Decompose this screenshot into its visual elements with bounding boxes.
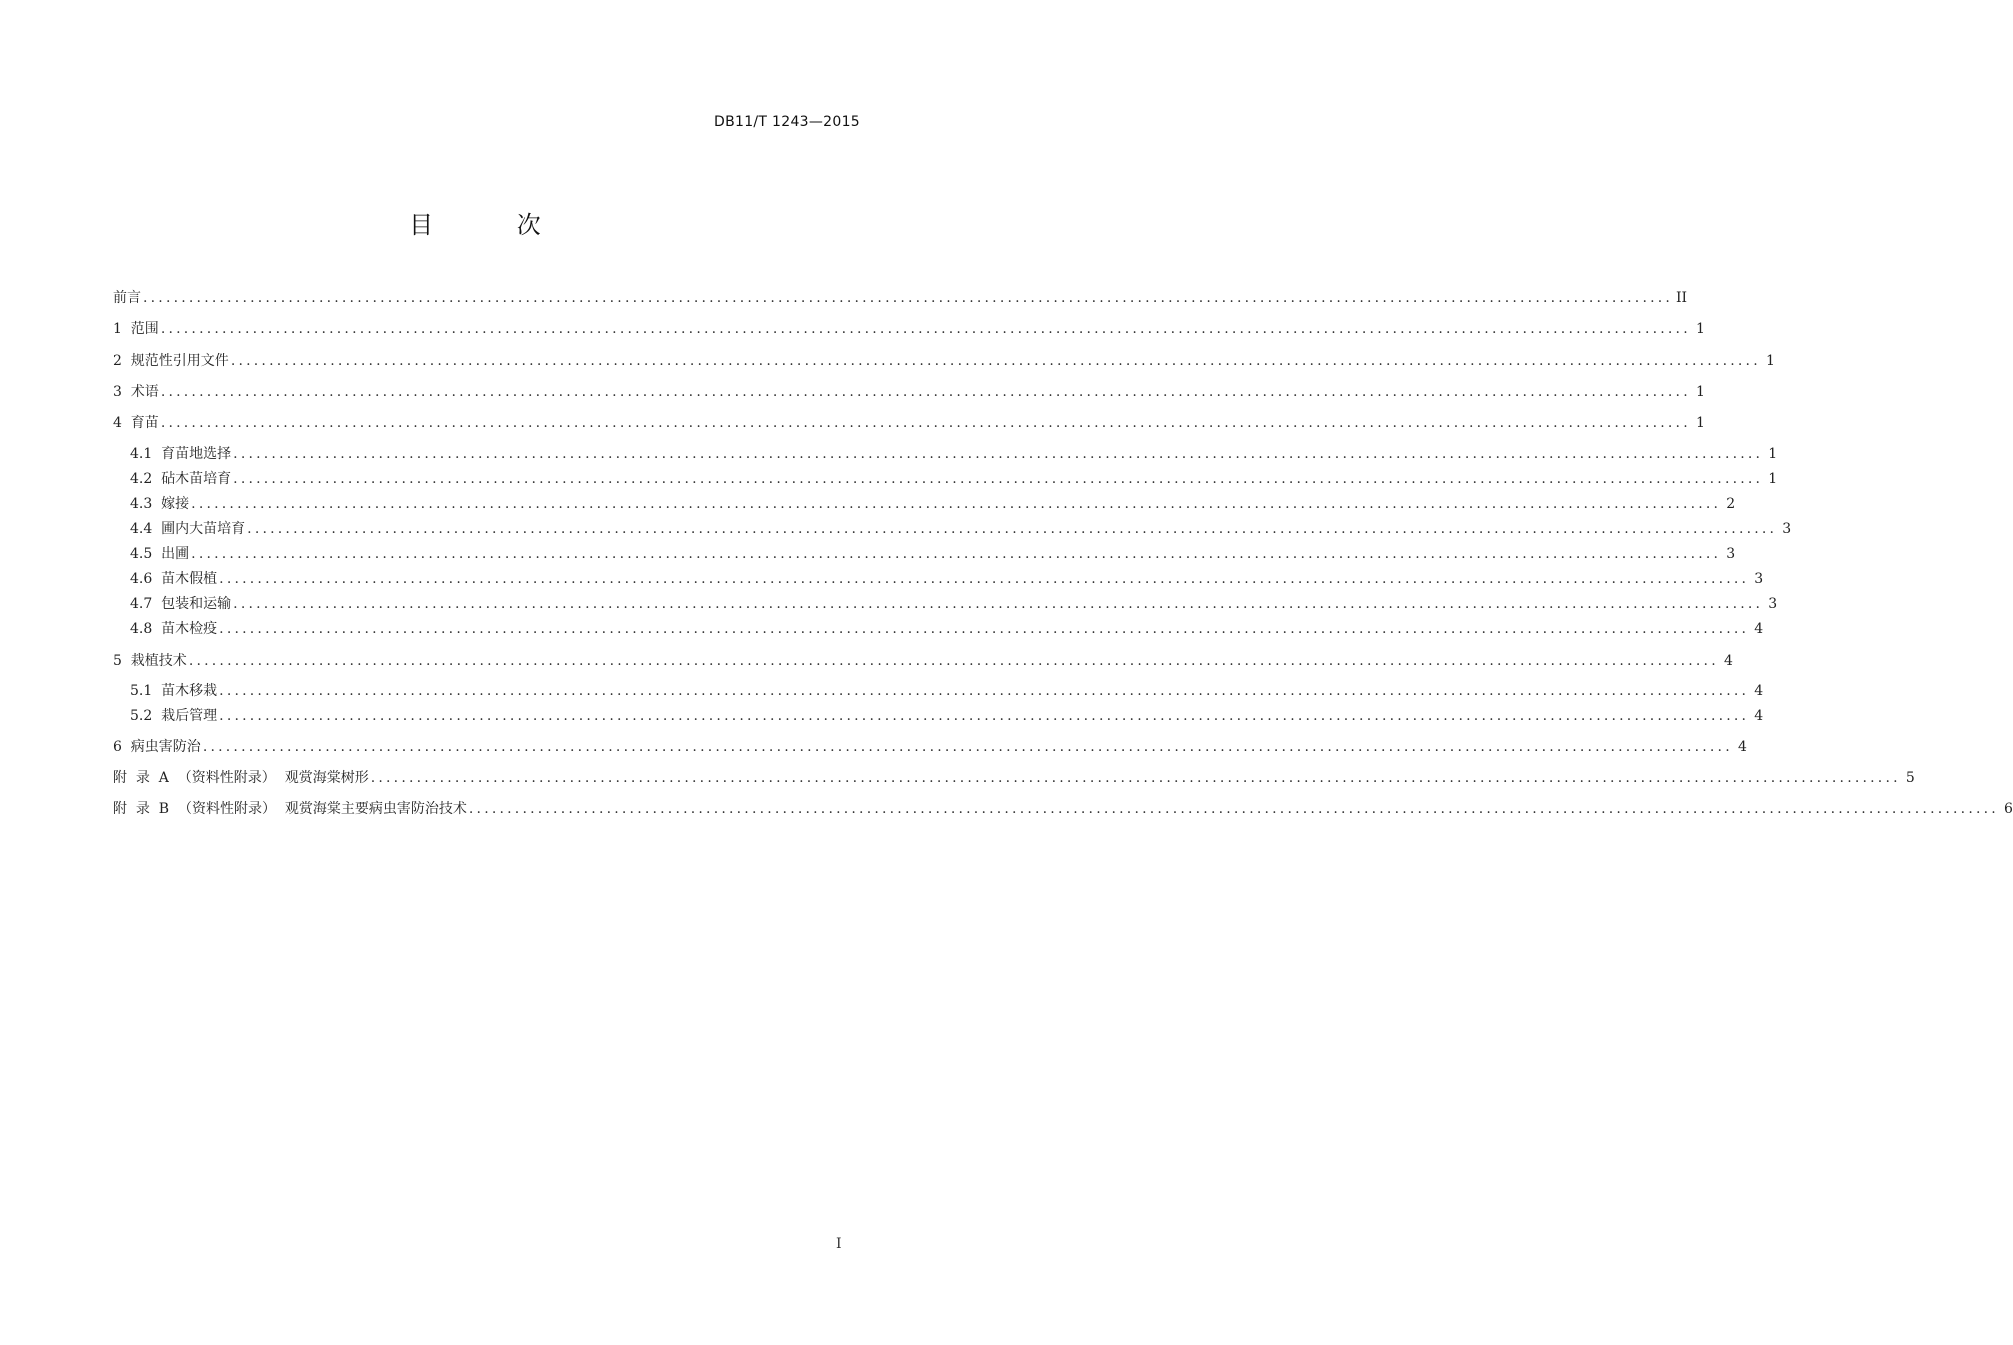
toc-entry-page: 3 <box>1782 521 1792 537</box>
toc-entry[interactable] <box>130 706 1764 726</box>
toc-dot-leader: ........................................................................................................................................................................................................ <box>160 321 1691 337</box>
toc-entry-page: 4 <box>1754 708 1764 724</box>
toc-entry-label: 附 录 A （资料性附录） 观赏海棠树形 <box>113 770 369 786</box>
toc-entry-page: 4 <box>1723 653 1733 669</box>
toc-dot-leader: ........................................................................................................................................................................................................ <box>233 471 1764 487</box>
toc-entry-label: 4.6 苗木假植 <box>130 571 218 587</box>
toc-entry-label: 4.4 圃内大苗培育 <box>130 521 246 537</box>
toc-entry-label: 2 规范性引用文件 <box>113 353 229 369</box>
toc-entry[interactable] <box>113 382 1705 402</box>
toc-entry[interactable] <box>130 469 1778 489</box>
toc-entry[interactable] <box>113 737 1747 757</box>
toc-dot-leader: ........................................................................................................................................................................................................ <box>233 596 1764 612</box>
toc-dot-leader: ........................................................................................................................................................................................................ <box>247 521 1778 537</box>
toc-entry-page: 6 <box>2004 801 2013 817</box>
toc-entry[interactable] <box>130 569 1764 589</box>
toc-entry[interactable] <box>130 519 1792 539</box>
toc-entry-page: 2 <box>1726 496 1736 512</box>
toc-entry-page: 1 <box>1768 471 1778 487</box>
toc-entry-page: 5 <box>1905 770 1915 786</box>
toc-entry-label: 3 术语 <box>113 384 159 400</box>
toc-entry-page: 3 <box>1726 546 1736 562</box>
toc-entry[interactable] <box>130 544 1736 564</box>
toc-entry[interactable] <box>113 319 1705 339</box>
document-number: DB11/T 1243—2015 <box>714 114 860 130</box>
toc-entry-label: 前言 <box>113 290 141 306</box>
toc-entry[interactable] <box>113 351 1775 371</box>
toc-entry[interactable] <box>113 413 1705 433</box>
toc-entry-page: 1 <box>1695 415 1705 431</box>
toc-dot-leader: ........................................................................................................................................................................................................ <box>370 770 1901 786</box>
toc-entry-page: 1 <box>1768 446 1778 462</box>
toc-entry-page: II <box>1675 290 1688 306</box>
toc-entry-label: 4.5 出圃 <box>130 546 190 562</box>
toc-entry-label: 5 栽植技术 <box>113 653 187 669</box>
toc-dot-leader: ........................................................................................................................................................................................................ <box>160 415 1691 431</box>
toc-entry[interactable] <box>113 288 1688 308</box>
toc-entry[interactable] <box>113 768 1915 788</box>
toc-entry-page: 1 <box>1695 321 1705 337</box>
toc-entry-page: 1 <box>1695 384 1705 400</box>
toc-dot-leader: ........................................................................................................................................................................................................ <box>219 621 1750 637</box>
toc-dot-leader: ........................................................................................................................................................................................................ <box>233 446 1764 462</box>
toc-entry-page: 4 <box>1754 621 1764 637</box>
toc-dot-leader: ........................................................................................................................................................................................................ <box>219 708 1750 724</box>
toc-entry-label: 4.7 包装和运输 <box>130 596 232 612</box>
toc-entry-label: 4.2 砧木苗培育 <box>130 471 232 487</box>
toc-entry-label: 4 育苗 <box>113 415 159 431</box>
toc-entry-label: 4.8 苗木检疫 <box>130 621 218 637</box>
toc-entry-page: 3 <box>1768 596 1778 612</box>
toc-dot-leader: ........................................................................................................................................................................................................ <box>219 683 1750 699</box>
toc-dot-leader: ........................................................................................................................................................................................................ <box>230 353 1761 369</box>
toc-dot-leader: ........................................................................................................................................................................................................ <box>191 546 1722 562</box>
toc-entry[interactable] <box>130 681 1764 701</box>
toc-dot-leader: ........................................................................................................................................................................................................ <box>160 384 1691 400</box>
toc-entry-page: 4 <box>1754 683 1764 699</box>
toc-dot-leader: ........................................................................................................................................................................................................ <box>219 571 1750 587</box>
toc-entry-label: 1 范围 <box>113 321 159 337</box>
toc-entry-label: 4.1 育苗地选择 <box>130 446 232 462</box>
toc-entry[interactable] <box>130 619 1764 639</box>
toc-entry[interactable] <box>113 799 2013 819</box>
toc-dot-leader: ........................................................................................................................................................................................................ <box>188 653 1719 669</box>
toc-entry-page: 4 <box>1737 739 1747 755</box>
toc-entry[interactable] <box>130 594 1778 614</box>
toc-entry-page: 3 <box>1754 571 1764 587</box>
toc-dot-leader: ........................................................................................................................................................................................................ <box>202 739 1733 755</box>
toc-dot-leader: ........................................................................................................................................................................................................ <box>468 801 1999 817</box>
toc-entry[interactable] <box>130 494 1736 514</box>
toc-entry-label: 6 病虫害防治 <box>113 739 201 755</box>
toc-entry-page: 1 <box>1765 353 1775 369</box>
toc-entry[interactable] <box>113 651 1733 671</box>
toc-entry-label: 4.3 嫁接 <box>130 496 190 512</box>
toc-entry-label: 5.1 苗木移栽 <box>130 683 218 699</box>
toc-entry-label: 附 录 B （资料性附录） 观赏海棠主要病虫害防治技术 <box>113 801 467 817</box>
page-title: 目 次 <box>409 211 579 239</box>
toc-entry[interactable] <box>130 444 1778 464</box>
toc-dot-leader: ........................................................................................................................................................................................................ <box>143 290 1674 306</box>
page-number: I <box>836 1236 842 1252</box>
toc-dot-leader: ........................................................................................................................................................................................................ <box>191 496 1722 512</box>
toc-entry-label: 5.2 栽后管理 <box>130 708 218 724</box>
